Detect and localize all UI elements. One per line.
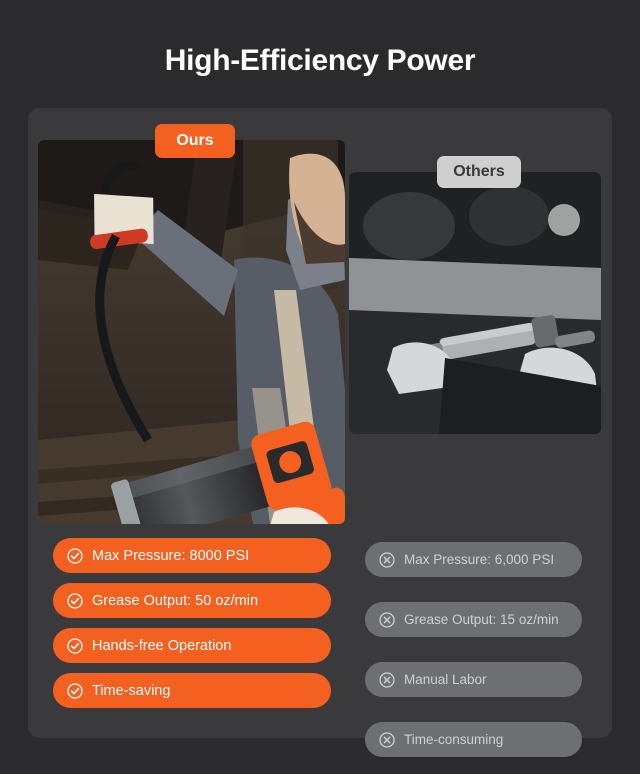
list-item	[365, 602, 582, 637]
list-item-label: Grease Output: 15 oz/min	[404, 612, 559, 627]
list-item-label: Grease Output: 50 oz/min	[92, 592, 259, 609]
list-item-label: Hands-free Operation	[92, 637, 232, 654]
spacer	[365, 707, 582, 722]
page-title: High-Efficiency Power	[164, 44, 476, 77]
check-circle-icon	[67, 593, 83, 609]
ours-photo	[38, 140, 345, 524]
cross-circle-icon	[379, 612, 395, 628]
check-circle-icon	[67, 683, 83, 699]
cross-circle-icon	[379, 672, 395, 688]
list-item-label: Max Pressure: 8000 PSI	[92, 547, 250, 564]
list-item-label: Max Pressure: 6,000 PSI	[404, 552, 555, 567]
list-item	[365, 722, 582, 757]
list-item	[53, 673, 331, 708]
list-item	[53, 583, 331, 618]
spacer	[365, 647, 582, 662]
list-item	[53, 538, 331, 573]
check-circle-icon	[67, 548, 83, 564]
cross-circle-icon	[379, 552, 395, 568]
badge-ours: Ours	[155, 124, 235, 158]
list-item-label: Time-consuming	[404, 732, 504, 747]
check-circle-icon	[67, 638, 83, 654]
others-feature-list	[365, 542, 582, 767]
spacer	[365, 587, 582, 602]
list-item	[365, 542, 582, 577]
cross-circle-icon	[379, 732, 395, 748]
list-item-label: Manual Labor	[404, 672, 487, 687]
badge-others: Others	[437, 156, 521, 188]
list-item	[53, 628, 331, 663]
others-photo	[349, 172, 601, 434]
ours-feature-list	[53, 538, 331, 718]
list-item-label: Time-saving	[92, 682, 171, 699]
list-item	[365, 662, 582, 697]
